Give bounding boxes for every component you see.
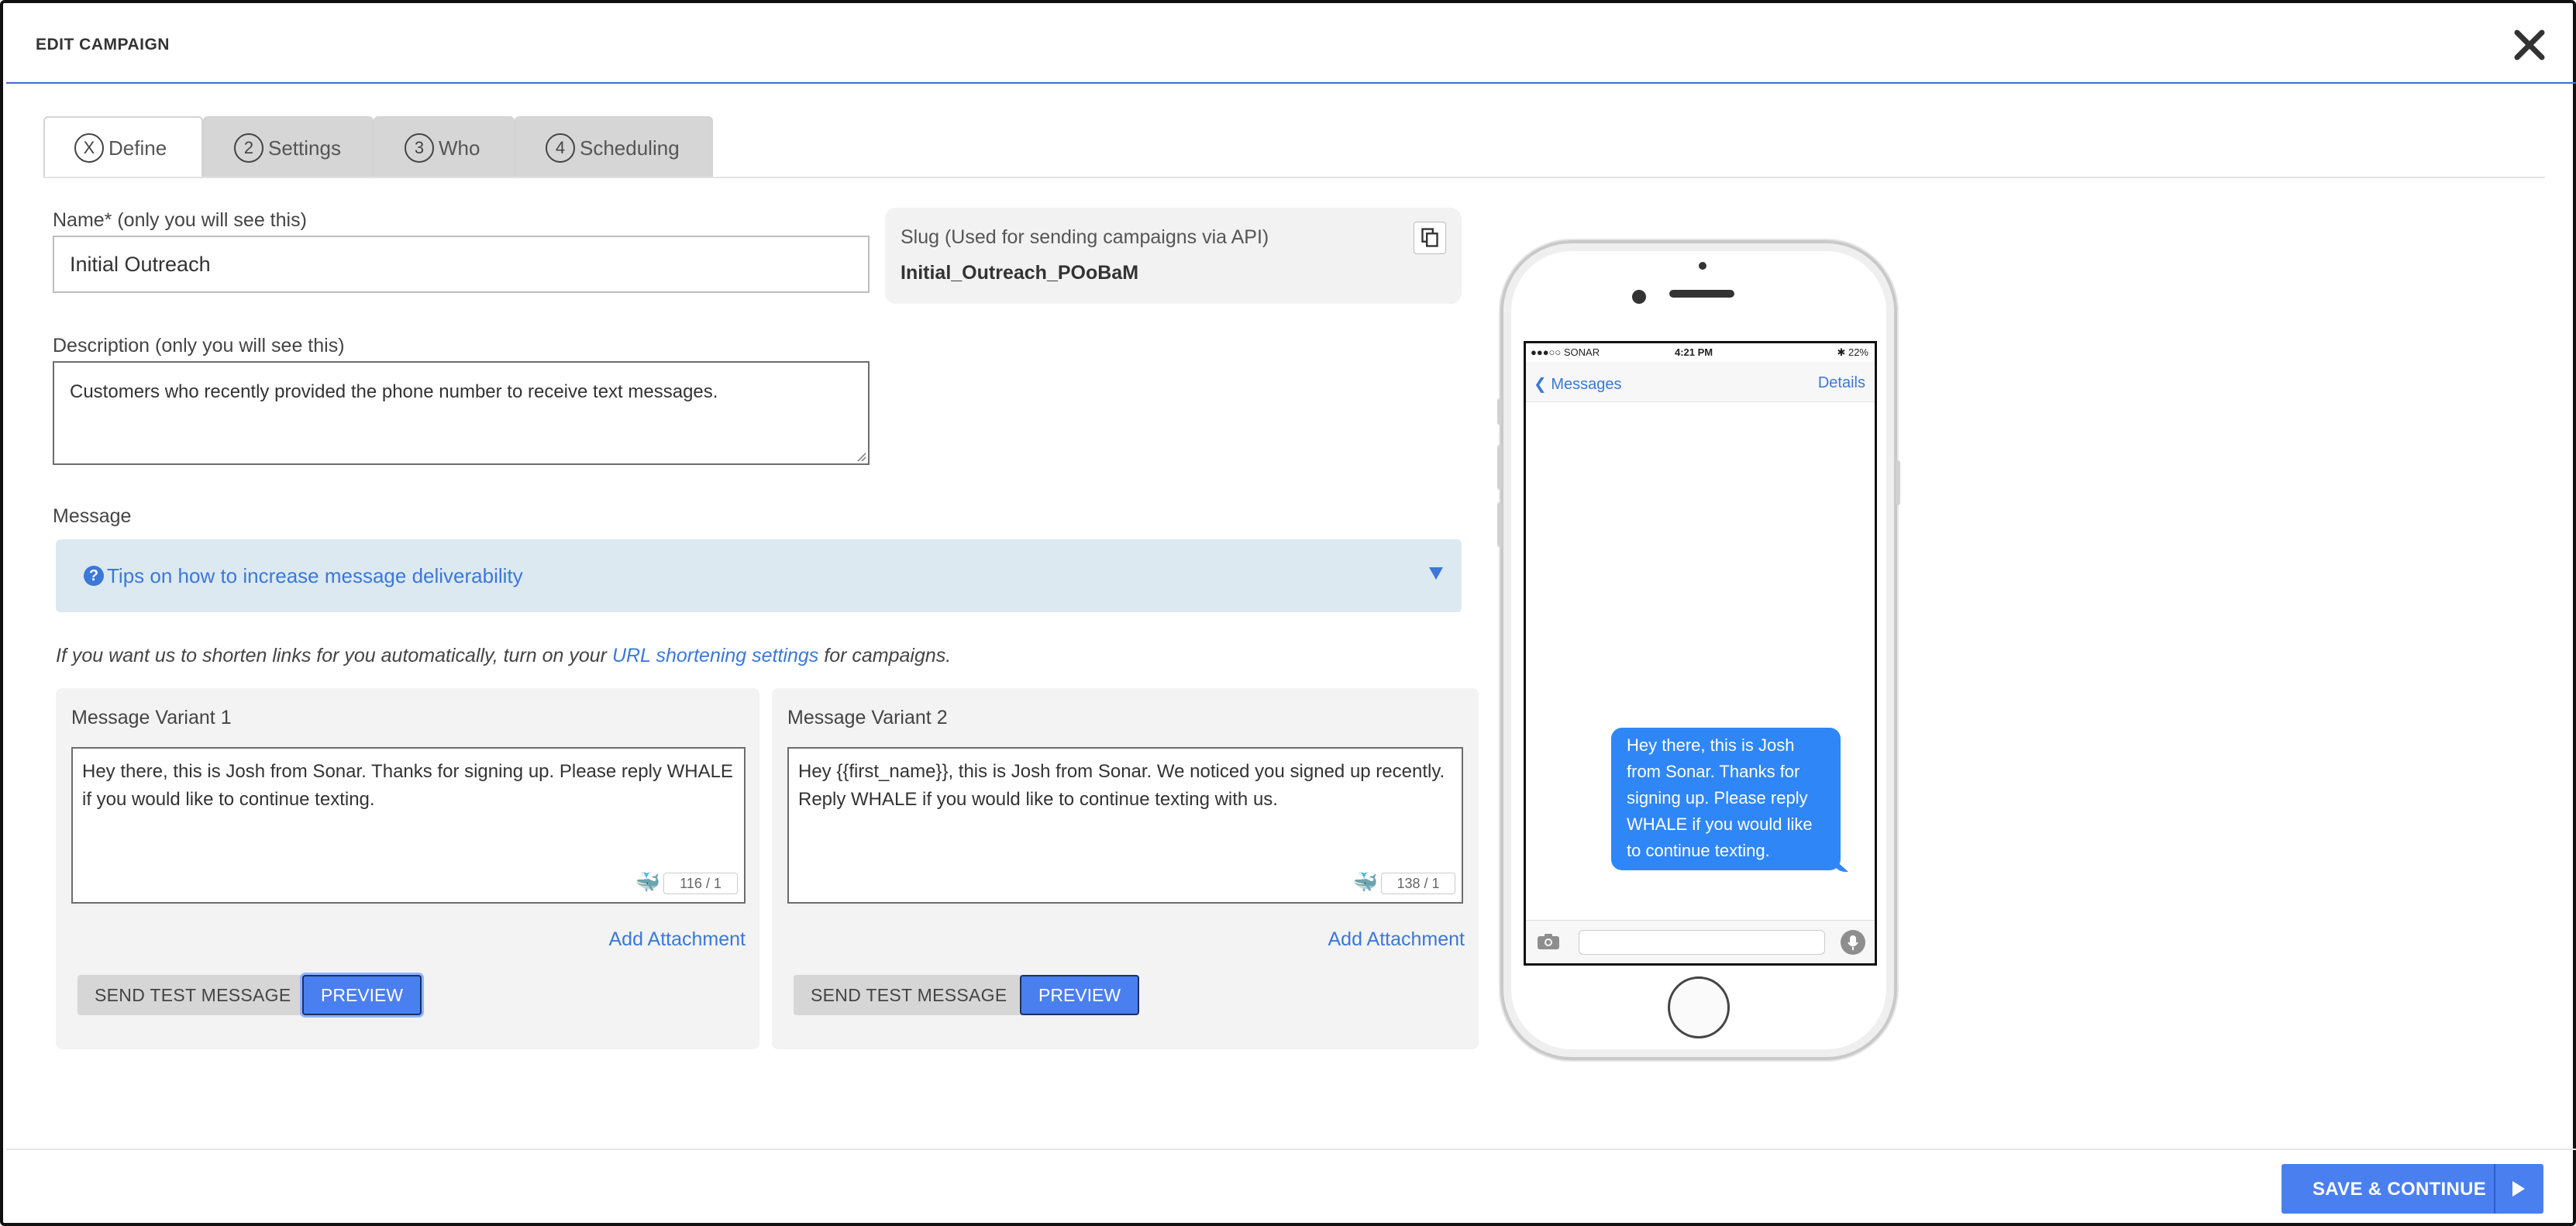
carrier-signal: ●●●○○ SONAR [1531,346,1600,358]
slug-panel [885,208,1462,304]
description-label: Description (only you will see this) [53,335,345,356]
save-continue-button[interactable] [2282,1164,2543,1214]
microphone-icon [1841,930,1865,955]
add-attachment-link[interactable]: Add Attachment [608,928,746,950]
whale-emoji-icon[interactable]: 🐳 [1352,870,1378,894]
chevron-down-icon[interactable] [1429,567,1443,580]
message-variant-1 [56,688,759,1049]
phone-speaker [1669,290,1734,298]
phone-button [1497,502,1502,547]
phone-input-bar [1526,920,1875,963]
play-arrow-icon [2512,1181,2525,1197]
preview-button[interactable]: PREVIEW [1020,975,1139,1015]
phone-screen [1524,341,1877,966]
description-text: Customers who recently provided the phone number to receive text messages. [70,381,718,402]
tab-divider [43,177,2545,178]
variant-message-input[interactable] [71,747,746,904]
tab-scheduling[interactable] [515,116,713,178]
phone-sensor [1699,262,1706,270]
tips-accordion[interactable] [56,539,1462,612]
url-shortening-link[interactable]: URL shortening settings [611,645,819,666]
variant-message-input[interactable] [787,747,1463,904]
variant-message-text: Hey {{first_name}}, this is Josh from Sonar. We noticed you signed up recently. Reply WHALE if you would like to continue texting with us. [798,761,1445,810]
back-to-messages [1534,374,1621,394]
slug-label: Slug (Used for sending campaigns via API) [901,226,1269,248]
modal-title: EDIT CAMPAIGN [36,36,170,53]
back-label: Messages [1551,376,1622,393]
phone-text-field [1579,930,1825,955]
phone-preview [1500,240,1897,1060]
tips-link[interactable]: Tips on how to increase message deliverability [107,564,523,587]
shorten-suffix: for campaigns. [818,645,952,666]
camera-icon [1537,933,1560,950]
tab-who[interactable] [374,116,515,178]
char-counter: 116 / 1 [663,873,738,894]
message-bubble: Hey there, this is Josh from Sonar. Thanks for signing up. Please reply WHALE if you would like to continue texting. [1611,728,1841,870]
tab-label: Settings [268,136,341,160]
home-button [1668,976,1730,1038]
tab-label: Who [439,136,480,160]
send-test-message-button[interactable]: SEND TEST MESSAGE [77,975,308,1015]
step-number: 3 [405,133,434,163]
step-number: 2 [234,133,263,163]
char-counter: 138 / 1 [1381,873,1455,894]
add-attachment-link[interactable]: Add Attachment [1328,928,1465,950]
variant-title: Message Variant 1 [71,707,232,728]
details-link: Details [1817,374,1865,391]
resize-handle-icon[interactable] [856,451,866,462]
footer-divider [6,1149,2576,1150]
message-label: Message [53,505,132,527]
help-icon: ? [84,566,104,586]
save-continue-label: SAVE & CONTINUE [2313,1179,2487,1200]
tab-define[interactable] [43,116,203,178]
modal-header [6,6,2576,84]
step-number: X [74,133,104,163]
close-icon[interactable] [2511,26,2548,64]
shorten-note [56,645,951,667]
phone-status-bar [1526,343,1875,362]
variant-message-text: Hey there, this is Josh from Sonar. Thanks for signing up. Please reply WHALE if you would like to continue texting. [82,761,733,810]
tab-label: Define [108,136,167,160]
messages-nav-bar [1526,362,1875,402]
whale-emoji-icon[interactable]: 🐳 [635,870,660,894]
phone-button [1497,445,1502,490]
preview-button[interactable]: PREVIEW [302,975,422,1015]
send-test-message-button[interactable]: SEND TEST MESSAGE [794,975,1024,1015]
description-textarea[interactable] [53,361,870,465]
name-input[interactable]: Initial Outreach [53,236,870,293]
shorten-prefix: If you want us to shorten links for you automatically, turn on your [56,645,612,666]
slug-value: Initial_Outreach_POoBaM [901,262,1139,284]
step-number: 4 [546,133,575,163]
tab-settings[interactable] [203,116,374,178]
button-separator [2494,1164,2495,1214]
variant-title: Message Variant 2 [787,707,948,728]
phone-button [1497,398,1502,425]
phone-camera [1632,290,1646,304]
phone-time: 4:21 PM [1675,346,1713,358]
copy-icon[interactable] [1414,222,1446,254]
chevron-left-icon: ❮ [1534,376,1547,393]
tab-label: Scheduling [580,136,680,160]
message-variant-2 [772,688,1479,1049]
name-label: Name* (only you will see this) [53,209,307,231]
phone-button [1896,460,1900,505]
battery-status: ✱ 22% [1837,346,1868,358]
